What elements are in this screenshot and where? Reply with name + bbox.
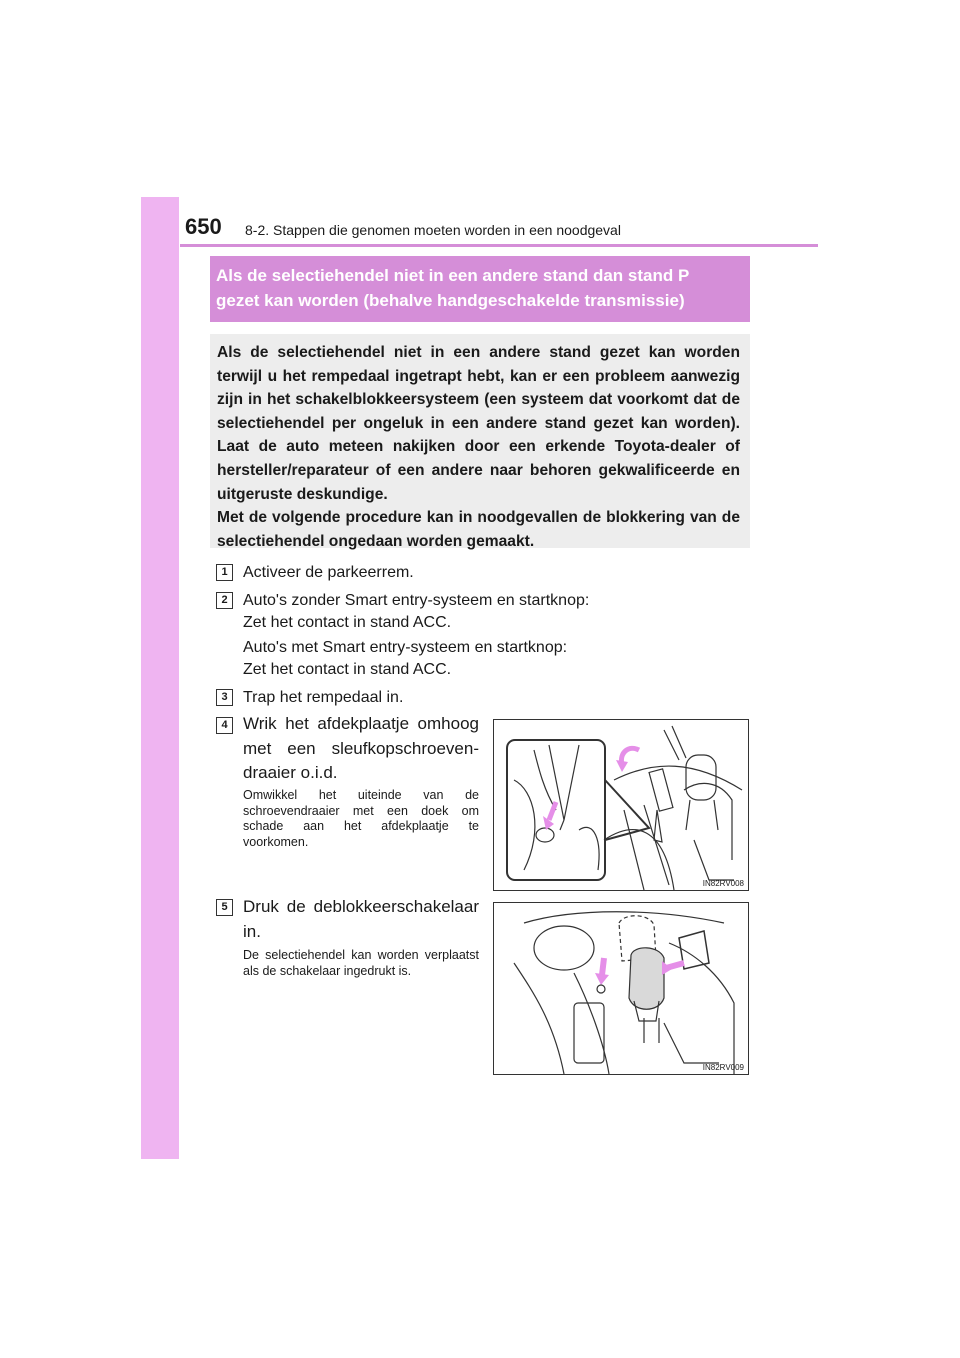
step-number-2: 2 bbox=[216, 592, 233, 609]
step-2-line-2: Zet het contact in stand ACC. bbox=[243, 614, 452, 631]
shift-lever-cover-illustration bbox=[494, 720, 748, 890]
step-2-line-1: Auto's zonder Smart entry-systeem en startknop: bbox=[243, 592, 590, 609]
step-3-text: Trap het rempedaal in. bbox=[243, 689, 404, 706]
banner-line-1: Als de selectiehendel niet in een andere stand dan stand P bbox=[216, 266, 690, 285]
notice-box bbox=[210, 334, 750, 548]
chapter-sidebar-tab bbox=[141, 197, 179, 1159]
step-2-line-4: Zet het contact in stand ACC. bbox=[243, 661, 452, 678]
step-4-text: Wrik het afdekplaatje omhoog met een sleufkopschroevendraaier o.i.d. bbox=[243, 714, 479, 782]
topic-banner bbox=[210, 256, 750, 322]
step-number-4: 4 bbox=[216, 717, 233, 734]
page-number: 650 bbox=[185, 214, 222, 239]
step-4-note: Omwikkel het uiteinde van de schroevendraaier met een doek om schade aan het afdekplaatje te voorkomen. bbox=[243, 788, 479, 849]
figure-id-2: IN82RV009 bbox=[702, 1063, 744, 1072]
step-2-line-3: Auto's met Smart entry-systeem en startknop: bbox=[243, 639, 568, 656]
figure-pry-cover bbox=[493, 719, 749, 891]
shift-release-illustration bbox=[494, 903, 748, 1074]
notice-paragraph-1: Als de selectiehendel niet in een andere stand gezet kan worden terwijl u het rempedaal ingetrapt hebt, kan er een probleem aanwezig zijn in het schakelblokkeersysteem (een systeem dat voorkomt dat de selectiehendel per ongeluk in een andere stand gezet kan worden). Laat de auto meteen nakijken door een erkende Toyota-dealer of hersteller/reparateur of een andere naar behoren gekwalificeerde en uitgeruste deskundige. bbox=[217, 344, 740, 503]
step-number-1: 1 bbox=[216, 564, 233, 581]
figure-release-button bbox=[493, 902, 749, 1075]
figure-id-1: IN82RV008 bbox=[702, 879, 744, 888]
notice-paragraph-2: Met de volgende procedure kan in noodgevallen de blokkering van de selectiehendel ongedaan worden gemaakt. bbox=[217, 509, 740, 550]
step-1-text: Activeer de parkeerrem. bbox=[243, 564, 414, 581]
step-5-note: De selectiehendel kan worden verplaatst als de schakelaar ingedrukt is. bbox=[243, 948, 479, 978]
step-number-3: 3 bbox=[216, 689, 233, 706]
section-title: 8-2. Stappen die genomen moeten worden in een noodgeval bbox=[245, 222, 621, 238]
step-number-5: 5 bbox=[216, 899, 233, 916]
step-5-text: Druk de deblokkeerschakelaar in. bbox=[243, 897, 479, 941]
header-divider bbox=[180, 244, 818, 247]
banner-line-2: gezet kan worden (behalve handgeschakelde transmissie) bbox=[216, 291, 685, 310]
